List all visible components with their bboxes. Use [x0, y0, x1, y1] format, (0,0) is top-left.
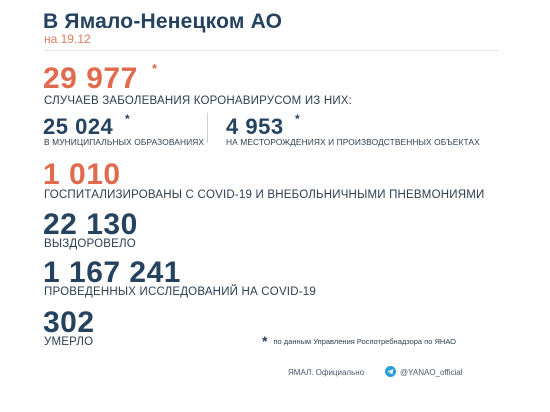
- hospitalized-value: 1 010: [43, 158, 121, 191]
- municipal-cases-value: 25 024: [43, 114, 114, 139]
- industrial-cases-label: НА МЕСТОРОЖДЕНИЯХ И ПРОИЗВОДСТВЕННЫХ ОБЪЕКТАХ: [226, 137, 480, 147]
- telegram-icon[interactable]: [385, 366, 396, 377]
- page-title: В Ямало-Ненецком АО: [43, 10, 283, 33]
- total-cases-value: 29 977: [43, 62, 138, 95]
- hospitalized-label: ГОСПИТАЛИЗИРОВАНЫ С COVID-19 И ВНЕБОЛЬНИЧНЫМИ ПНЕВМОНИЯМИ: [44, 189, 485, 201]
- municipal-cases-label: В МУНИЦИПАЛЬНЫХ ОБРАЗОВАНИЯХ: [44, 137, 205, 147]
- footer-brand: ЯМАЛ. Официально: [288, 368, 365, 377]
- tests-value: 1 167 241: [43, 256, 181, 289]
- total-cases-asterisk: *: [152, 61, 158, 76]
- deaths-value: 302: [43, 306, 95, 339]
- industrial-cases-value: 4 953: [226, 114, 284, 139]
- split-divider: [207, 113, 208, 143]
- tests-label: ПРОВЕДЕННЫХ ИССЛЕДОВАНИЙ НА COVID-19: [44, 286, 316, 298]
- telegram-plane-glyph: [385, 366, 396, 377]
- footnote-asterisk: *: [262, 333, 268, 349]
- date-subtitle: на 19.12: [44, 32, 91, 46]
- footnote-text: по данным Управления Роспотребнадзора по ЯНАО: [273, 337, 457, 346]
- municipal-cases-asterisk: *: [125, 112, 130, 126]
- telegram-handle-link[interactable]: @YANAO_official: [400, 368, 463, 377]
- footnote: [262, 333, 456, 349]
- recovered-label: ВЫЗДОРОВЕЛО: [44, 238, 136, 250]
- header-divider: [44, 50, 499, 51]
- recovered-value: 22 130: [43, 208, 138, 241]
- deaths-label: УМЕРЛО: [44, 336, 94, 348]
- total-cases-label: СЛУЧАЕВ ЗАБОЛЕВАНИЯ КОРОНАВИРУСОМ ИЗ НИХ:: [44, 95, 353, 107]
- industrial-cases-asterisk: *: [295, 112, 300, 126]
